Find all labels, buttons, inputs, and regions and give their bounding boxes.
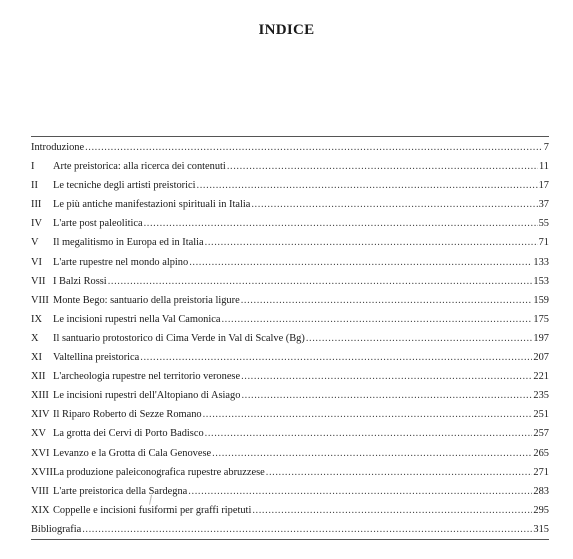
toc-dot-leader bbox=[205, 233, 538, 252]
toc-entry-page: 17 bbox=[538, 180, 549, 192]
toc-entry-label: La produzione paleiconografica rupestre abruzzese bbox=[53, 466, 265, 478]
toc-entry-label: L'arte rupestre nel mondo alpino bbox=[53, 256, 189, 268]
toc-entry bbox=[31, 444, 549, 463]
toc-entry-page: 283 bbox=[533, 485, 549, 497]
toc-entry-label: Bibliografia bbox=[31, 523, 82, 535]
toc-chapter-number: IX bbox=[31, 313, 42, 325]
toc-chapter-number: XVII bbox=[31, 466, 53, 478]
toc-entry-page: 159 bbox=[533, 294, 549, 306]
toc-entry bbox=[31, 463, 549, 482]
toc-dot-leader bbox=[212, 444, 532, 463]
toc-entry-page: 257 bbox=[533, 428, 549, 440]
toc-entry-page: 295 bbox=[533, 504, 549, 516]
toc-entry-page: 175 bbox=[533, 313, 549, 325]
toc-entry bbox=[31, 233, 549, 252]
toc-chapter-number: I bbox=[31, 161, 35, 173]
toc-entry-label: Le incisioni rupestri nella Val Camonica bbox=[53, 313, 221, 325]
toc-dot-leader bbox=[205, 424, 533, 443]
toc-entry bbox=[31, 386, 549, 405]
toc-entry-label: Il megalitismo in Europa ed in Italia bbox=[53, 237, 204, 249]
toc-entry-label: La grotta dei Cervi di Porto Badisco bbox=[53, 428, 204, 440]
toc-dot-leader bbox=[266, 463, 533, 482]
toc-entry-page: 7 bbox=[543, 142, 549, 153]
toc-entry bbox=[31, 176, 549, 195]
toc-entry bbox=[31, 253, 549, 272]
toc-dot-leader bbox=[188, 482, 532, 501]
toc-chapter-number: VII bbox=[31, 275, 46, 287]
toc-dot-leader bbox=[227, 157, 538, 176]
toc-entry-page: 221 bbox=[533, 371, 549, 383]
toc-entry bbox=[31, 367, 549, 386]
toc-entry-label: Coppelle e incisioni fusiformi per graffi ripetuti bbox=[53, 504, 252, 516]
toc-entry-label: Il Riparo Roberto di Sezze Romano bbox=[53, 409, 202, 421]
toc-entry-bibliografia bbox=[31, 520, 549, 539]
toc-entry-page: 197 bbox=[533, 332, 549, 344]
toc-entry bbox=[31, 214, 549, 233]
toc-chapter-number: IV bbox=[31, 218, 42, 230]
toc-chapter-number: XIV bbox=[31, 409, 50, 421]
toc-dot-leader bbox=[197, 176, 538, 195]
toc-entry-page: 251 bbox=[533, 409, 549, 421]
toc-entry-label: Il santuario protostorico di Cima Verde in Val di Scalve (Bg) bbox=[53, 332, 305, 344]
toc-dot-leader bbox=[252, 501, 532, 520]
toc-entry bbox=[31, 272, 549, 291]
toc-chapter-number: XIII bbox=[31, 390, 49, 402]
toc-entry-page: 271 bbox=[533, 466, 549, 478]
page-title: INDICE bbox=[258, 22, 315, 38]
toc-chapter-number: V bbox=[31, 237, 39, 249]
toc-chapter-number: X bbox=[31, 332, 39, 344]
toc-dot-leader bbox=[144, 214, 538, 233]
toc-entry bbox=[31, 310, 549, 329]
toc-entry bbox=[31, 501, 549, 520]
toc-chapter-number: XII bbox=[31, 371, 46, 383]
toc-chapter-number: VIII bbox=[31, 294, 49, 306]
toc-entry bbox=[31, 157, 549, 176]
toc-entry-page: 265 bbox=[533, 447, 549, 459]
toc-entry-label: Introduzione bbox=[31, 142, 85, 153]
toc-dot-leader bbox=[108, 272, 533, 291]
toc-entry-label: L'archeologia rupestre nel territorio veronese bbox=[53, 371, 241, 383]
toc-dot-leader bbox=[85, 138, 543, 157]
toc-dot-leader bbox=[241, 291, 533, 310]
toc-dot-leader bbox=[203, 405, 533, 424]
toc-entry-label: L'arte preistorica della Sardegna bbox=[53, 485, 188, 497]
toc-entry-label: Le tecniche degli artisti preistorici bbox=[53, 180, 196, 192]
toc-entry bbox=[31, 348, 549, 367]
toc-chapter-number: III bbox=[31, 199, 42, 211]
toc-dot-leader bbox=[82, 520, 532, 539]
toc-entry bbox=[31, 291, 549, 310]
toc-entry bbox=[31, 482, 549, 501]
toc-entry-introduzione bbox=[31, 138, 549, 157]
toc-entry-page: 133 bbox=[533, 256, 549, 268]
table-of-contents bbox=[31, 136, 549, 540]
toc-entry-page: 55 bbox=[538, 218, 549, 230]
toc-chapter-number: XIX bbox=[31, 504, 50, 516]
toc-dot-leader bbox=[306, 329, 533, 348]
toc-entry-label: Monte Bego: santuario della preistoria ligure bbox=[53, 294, 240, 306]
toc-chapter-number: VI bbox=[31, 256, 42, 268]
toc-entry-label: I Balzi Rossi bbox=[53, 275, 107, 287]
toc-entry-label: Levanzo e la Grotta di Cala Genovese bbox=[53, 447, 212, 459]
toc-dot-leader bbox=[140, 348, 532, 367]
toc-dot-leader bbox=[241, 386, 532, 405]
toc-dot-leader bbox=[251, 195, 537, 214]
toc-dot-leader bbox=[221, 310, 532, 329]
toc-entry-page: 11 bbox=[538, 161, 549, 173]
toc-chapter-number: XI bbox=[31, 352, 42, 364]
toc-entry-page: 37 bbox=[538, 199, 549, 211]
toc-entry-label: Le più antiche manifestazioni spirituali in Italia bbox=[53, 199, 251, 211]
toc-entry bbox=[31, 329, 549, 348]
toc-entry-label: Le incisioni rupestri dell'Altopiano di Asiago bbox=[53, 390, 241, 402]
toc-chapter-number: XV bbox=[31, 428, 47, 440]
toc-chapter-number: XVI bbox=[31, 447, 50, 459]
toc-entry-page: 207 bbox=[533, 352, 549, 364]
toc-entry bbox=[31, 424, 549, 443]
toc-dot-leader bbox=[241, 367, 532, 386]
toc-entry bbox=[31, 405, 549, 424]
toc-entry-label: Arte preistorica: alla ricerca dei contenuti bbox=[53, 161, 226, 173]
toc-entry bbox=[31, 195, 549, 214]
toc-chapter-number: VIII bbox=[31, 485, 49, 497]
toc-entry-page: 235 bbox=[533, 390, 549, 402]
toc-chapter-number: II bbox=[31, 180, 38, 192]
toc-entry-label: Valtellina preistorica bbox=[53, 352, 140, 364]
toc-dot-leader bbox=[189, 253, 532, 272]
toc-entry-page: 153 bbox=[533, 275, 549, 287]
toc-entry-page: 315 bbox=[533, 523, 549, 535]
toc-entry-label: L'arte post paleolitica bbox=[53, 218, 143, 230]
toc-entry-page: 71 bbox=[538, 237, 549, 249]
